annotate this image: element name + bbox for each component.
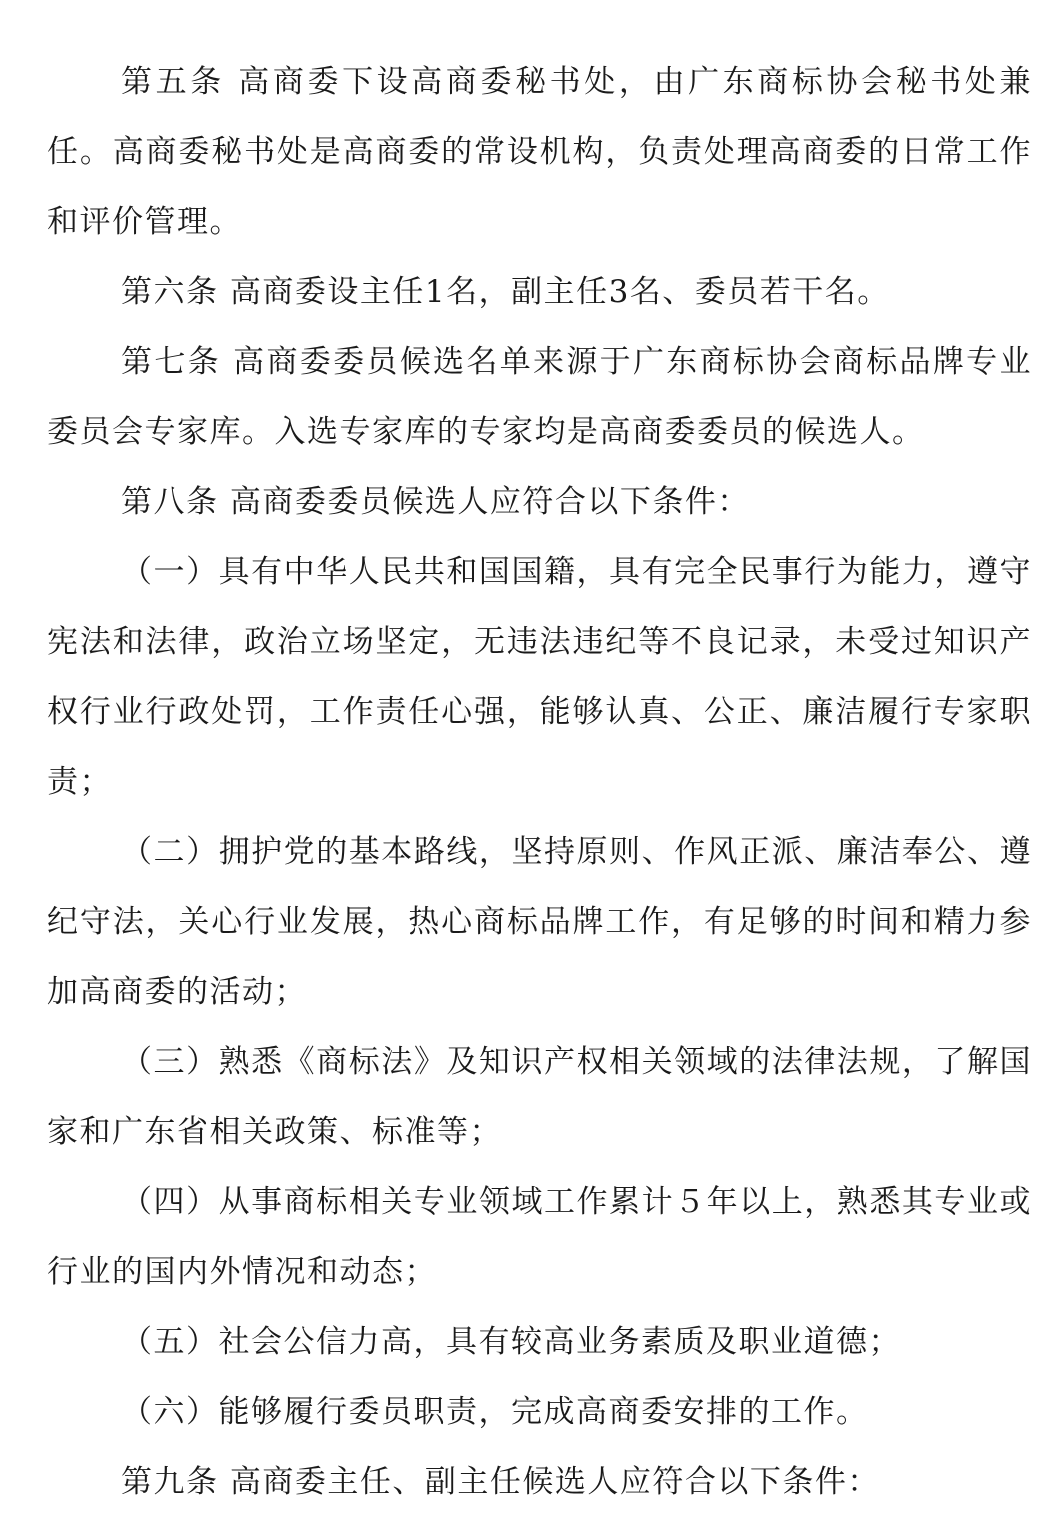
condition-5: （五）社会公信力高，具有较高业务素质及职业道德； [121,1324,901,1360]
condition-1: （一）具有中华人民共和国国籍，具有完全民事行为能力，遵守宪法和法律，政治立场坚定，无违法违纪等不良记录，未受过知识产权行业行政处罚，工作责任心强，能够认真、公正、廉洁履行专家职责； [47,554,1032,800]
article-9: 第九条 高商委主任、副主任候选人应符合以下条件： [121,1464,880,1500]
condition-3: （三）熟悉《商标法》及知识产权相关领域的法律法规，了解国家和广东省相关政策、标准等； [47,1044,1032,1150]
document-page [47,47,1032,1517]
article-8: 第八条 高商委委员候选人应符合以下条件： [121,484,750,520]
article-5: 第五条 高商委下设高商委秘书处，由广东商标协会秘书处兼任。高商委秘书处是高商委的常设机构，负责处理高商委的日常工作和评价管理。 [47,64,1032,240]
condition-6: （六）能够履行委员职责，完成高商委安排的工作。 [121,1394,869,1430]
article-7: 第七条 高商委委员候选名单来源于广东商标协会商标品牌专业委员会专家库。入选专家库的专家均是高商委委员的候选人。 [47,344,1032,450]
condition-4: （四）从事商标相关专业领域工作累计５年以上，熟悉其专业或行业的国内外情况和动态； [47,1184,1032,1290]
article-6: 第六条 高商委设主任1名，副主任3名、委员若干名。 [121,274,890,310]
condition-2: （二）拥护党的基本路线，坚持原则、作风正派、廉洁奉公、遵纪守法，关心行业发展，热心商标品牌工作，有足够的时间和精力参加高商委的活动； [47,834,1032,1010]
